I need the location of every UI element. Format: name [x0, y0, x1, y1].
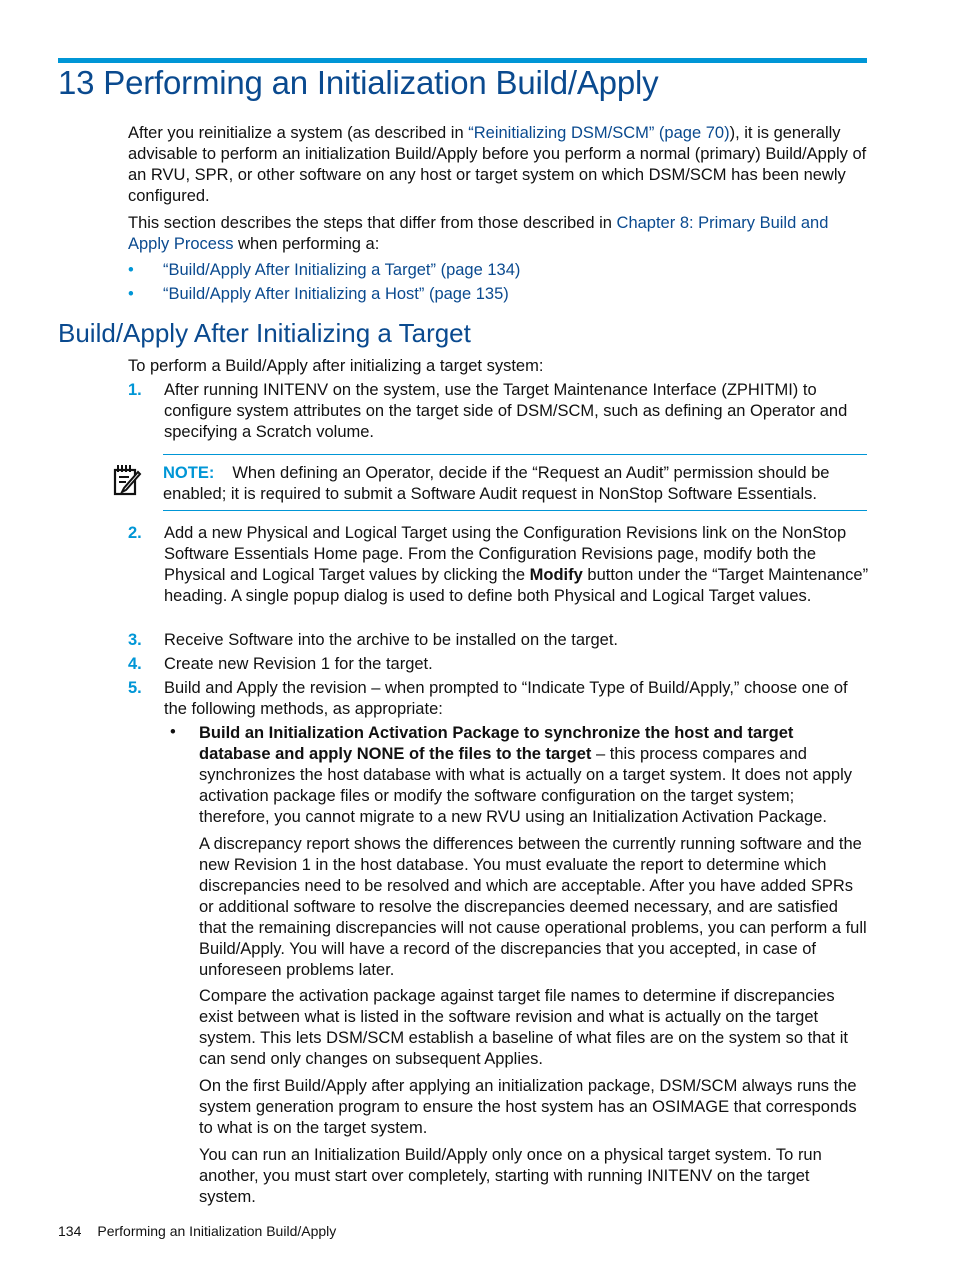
- bullet-item-target: [128, 260, 520, 281]
- note-bottom-rule: [163, 510, 867, 511]
- intro2-text-before: This section describes the steps that differ from those described in: [128, 214, 617, 232]
- step-4: [128, 654, 870, 675]
- step-text: Build and Apply the revision – when prompted to “Indicate Type of Build/Apply,” choose one of the following methods, as appropriate:: [164, 679, 848, 718]
- intro-paragraph-1: [128, 123, 870, 207]
- section-intro: To perform a Build/Apply after initializing a target system:: [128, 357, 544, 375]
- intro2-text-after: when performing a:: [233, 235, 380, 253]
- method-paragraph: Compare the activation package against target file names to determine if discrepancies exist between what is listed in the software revision and what is actually on the target system. This lets DSM/SCM establish a baseline of what files are on the system so that it can send only changes on subsequent Applies.: [199, 987, 848, 1068]
- step-number: 1.: [128, 381, 142, 399]
- modify-term: Modify: [529, 566, 583, 584]
- page-number: 134: [58, 1223, 82, 1239]
- page-footer: [58, 1223, 336, 1239]
- step-5: [128, 678, 870, 720]
- step-1: [128, 380, 870, 443]
- step-number: 5.: [128, 679, 142, 697]
- reinitializing-link[interactable]: “Reinitializing DSM/SCM” (page 70): [468, 124, 730, 142]
- intro1-text-before: After you reinitialize a system (as described in: [128, 124, 469, 142]
- note-text: When defining an Operator, decide if the “Request an Audit” permission should be enabled; it is required to submit a Software Audit request in NonStop Software Essentials.: [163, 464, 830, 503]
- footer-title: Performing an Initialization Build/Apply: [97, 1223, 337, 1239]
- method-title: Build an Initialization Activation Package to synchronize the host and target database and apply NONE of the files to the target: [199, 724, 794, 763]
- intro-paragraph-2: [128, 213, 870, 255]
- step-text: Receive Software into the archive to be installed on the target.: [164, 631, 619, 649]
- step-2: [128, 523, 870, 607]
- method-bullet-mark: •: [170, 723, 176, 741]
- build-apply-target-link[interactable]: “Build/Apply After Initializing a Target” (page 134): [163, 261, 521, 279]
- step-number: 3.: [128, 631, 142, 649]
- section-title: Build/Apply After Initializing a Target: [58, 318, 471, 348]
- method-description: – this process compares and synchronizes the host database with what is actually on a target system. It does not apply activation package files or modify the software configuration on the target system; therefore, you cannot migrate to a new RVU using an Initialization Activation Package.: [199, 745, 853, 826]
- chapter-top-rule: [58, 58, 867, 63]
- method-item: [199, 723, 869, 828]
- chapter-title: 13 Performing an Initialization Build/Apply: [58, 64, 659, 101]
- bullet-mark: •: [128, 261, 134, 279]
- step-number: 4.: [128, 655, 142, 673]
- step-text: Create new Revision 1 for the target.: [164, 655, 433, 673]
- bullet-mark: •: [128, 285, 134, 303]
- step-text: [164, 523, 870, 607]
- intro1-text-after: ), it is generally advisable to perform an initialization Build/Apply before you perform a normal (primary) Build/Apply of an RVU, SPR, or other software on any host or target system on which DSM/SCM has been newly configured.: [128, 124, 867, 205]
- method-paragraph: A discrepancy report shows the differences between the currently running software and the new Revision 1 in the host database. You must evaluate the report to determine which discrepancies need to be resolved and which are acceptable. After you have added SPRs or additional software to resolve the discrepancies deemed necessary, and are satisfied that the remaining discrepancies will not cause operational problems, you can perform a full Build/Apply. You will have a record of the discrepancies that you accepted, in case of unforeseen problems later.: [199, 835, 867, 979]
- step-3: [128, 630, 870, 651]
- note-top-rule: [163, 454, 867, 455]
- build-apply-host-link[interactable]: “Build/Apply After Initializing a Host” (page 135): [163, 285, 509, 303]
- method-paragraph: On the first Build/Apply after applying an initialization package, DSM/SCM always runs the system generation program to ensure the host system has an OSIMAGE that corresponds to what is on the target system.: [199, 1077, 857, 1137]
- method-paragraph: You can run an Initialization Build/Apply only once on a physical target system. To run another, you must start over completely, starting with running INITENV on the target system.: [199, 1146, 822, 1206]
- note-label: NOTE:: [163, 464, 215, 482]
- chapter8-link[interactable]: Chapter 8: Primary Build and Apply Process: [128, 214, 829, 253]
- bullet-item-host: [128, 284, 509, 305]
- step-text: After running INITENV on the system, use the Target Maintenance Interface (ZPHITMI) to configure system attributes on the target side of DSM/SCM, such as defining an Operator and specifying a Scratch volume.: [164, 381, 848, 441]
- note-box: [163, 463, 869, 505]
- note-pencil-icon: [112, 463, 142, 497]
- step2-text-before: Add a new Physical and Logical Target using the Configuration Revisions link on the NonStop Software Essentials Home page. From the Configuration Revisions page, modify both the Physical and Logical Target values by clicking the: [164, 524, 847, 584]
- step-number: 2.: [128, 524, 142, 542]
- step2-text-after: button under the “Target Maintenance” heading. A single popup dialog is used to define both Physical and Logical Target values.: [164, 566, 869, 605]
